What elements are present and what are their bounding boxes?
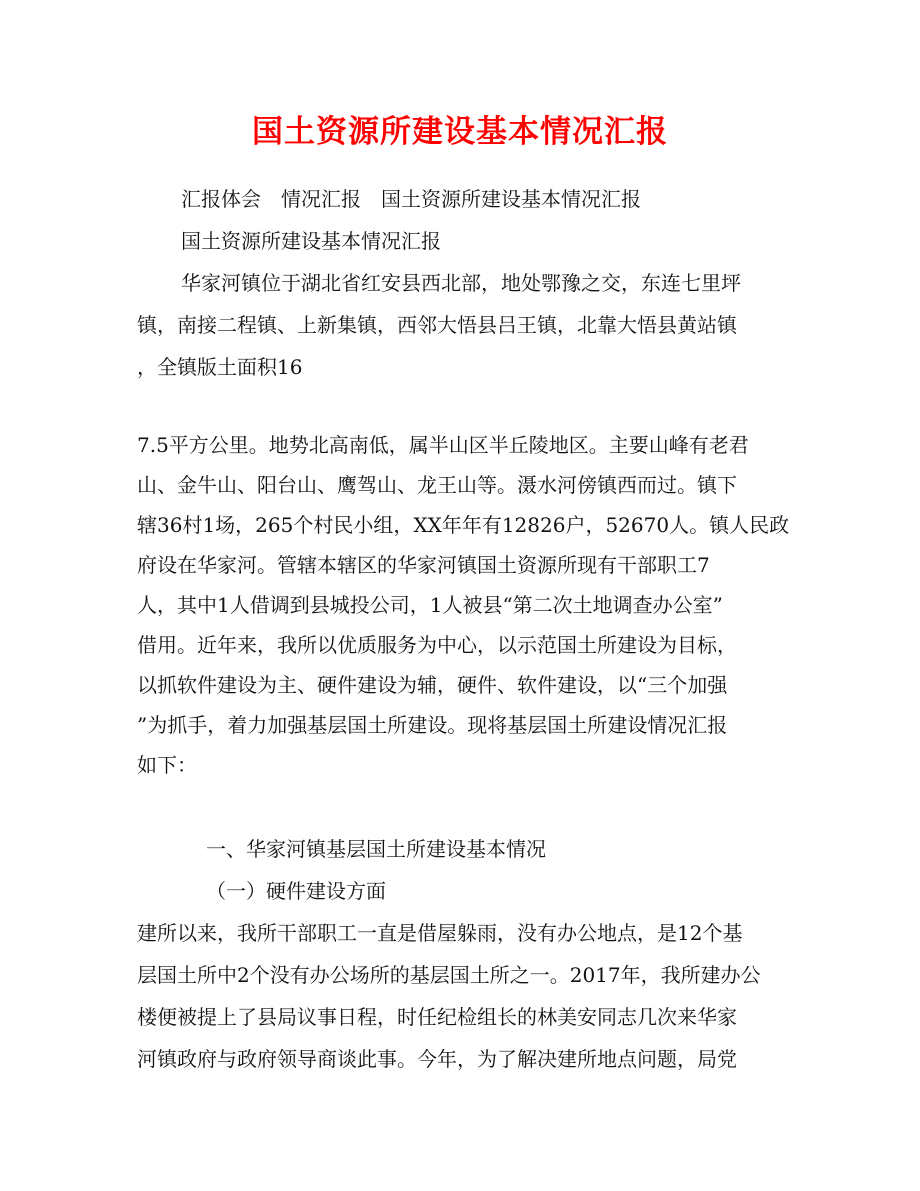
- paragraph-line: 镇，南接二程镇、上新集镇，西邻大悟县吕王镇，北靠大悟县黄站镇: [137, 313, 737, 337]
- paragraph-line: 府设在华家河。管辖本辖区的华家河镇国土资源所现有干部职工7: [137, 553, 710, 577]
- paragraph-line: 人，其中1人借调到县城投公司，1人被县“第二次土地调查办公室”: [137, 593, 723, 617]
- paragraph-line: 山、金牛山、阳台山、鹰驾山、龙王山等。滠水河傍镇西而过。镇下: [137, 473, 737, 497]
- subtitle: 国土资源所建设基本情况汇报: [181, 229, 441, 253]
- paragraph-line: 7.5平方公里。地势北高南低，属半山区半丘陵地区。主要山峰有老君: [137, 433, 749, 457]
- section-heading: 一、华家河镇基层国土所建设基本情况: [206, 837, 546, 861]
- tags-line: 汇报体会 情况汇报 国土资源所建设基本情况汇报: [181, 187, 641, 211]
- paragraph-line: ”为抓手，着力加强基层国土所建设。现将基层国土所建设情况汇报: [137, 713, 728, 737]
- document-title: 国土资源所建设基本情况汇报: [252, 114, 668, 150]
- paragraph-line: 建所以来，我所干部职工一直是借屋躲雨，没有办公地点，是12个基: [137, 921, 743, 945]
- paragraph-line: 河镇政府与政府领导商谈此事。今年，为了解决建所地点问题，局党: [137, 1047, 737, 1071]
- paragraph-line: 辖36村1场，265个村民小组，XX年年有12826户，52670人。镇人民政: [137, 513, 790, 537]
- paragraph-line: 借用。近年来，我所以优质服务为中心，以示范国土所建设为目标，: [137, 633, 737, 657]
- paragraph-line: 楼便被提上了县局议事日程，时任纪检组长的林美安同志几次来华家: [137, 1005, 737, 1029]
- paragraph-line: 如下：: [137, 753, 197, 777]
- subsection-heading: （一）硬件建设方面: [206, 879, 386, 903]
- paragraph-line: 层国土所中2个没有办公场所的基层国土所之一。2017年，我所建办公: [137, 963, 761, 987]
- paragraph-line: 以抓软件建设为主、硬件建设为辅，硬件、软件建设，以“三个加强: [137, 673, 728, 697]
- paragraph-line: ，全镇版土面积16: [137, 355, 303, 379]
- paragraph-line: 华家河镇位于湖北省红安县西北部，地处鄂豫之交，东连七里坪: [181, 271, 741, 295]
